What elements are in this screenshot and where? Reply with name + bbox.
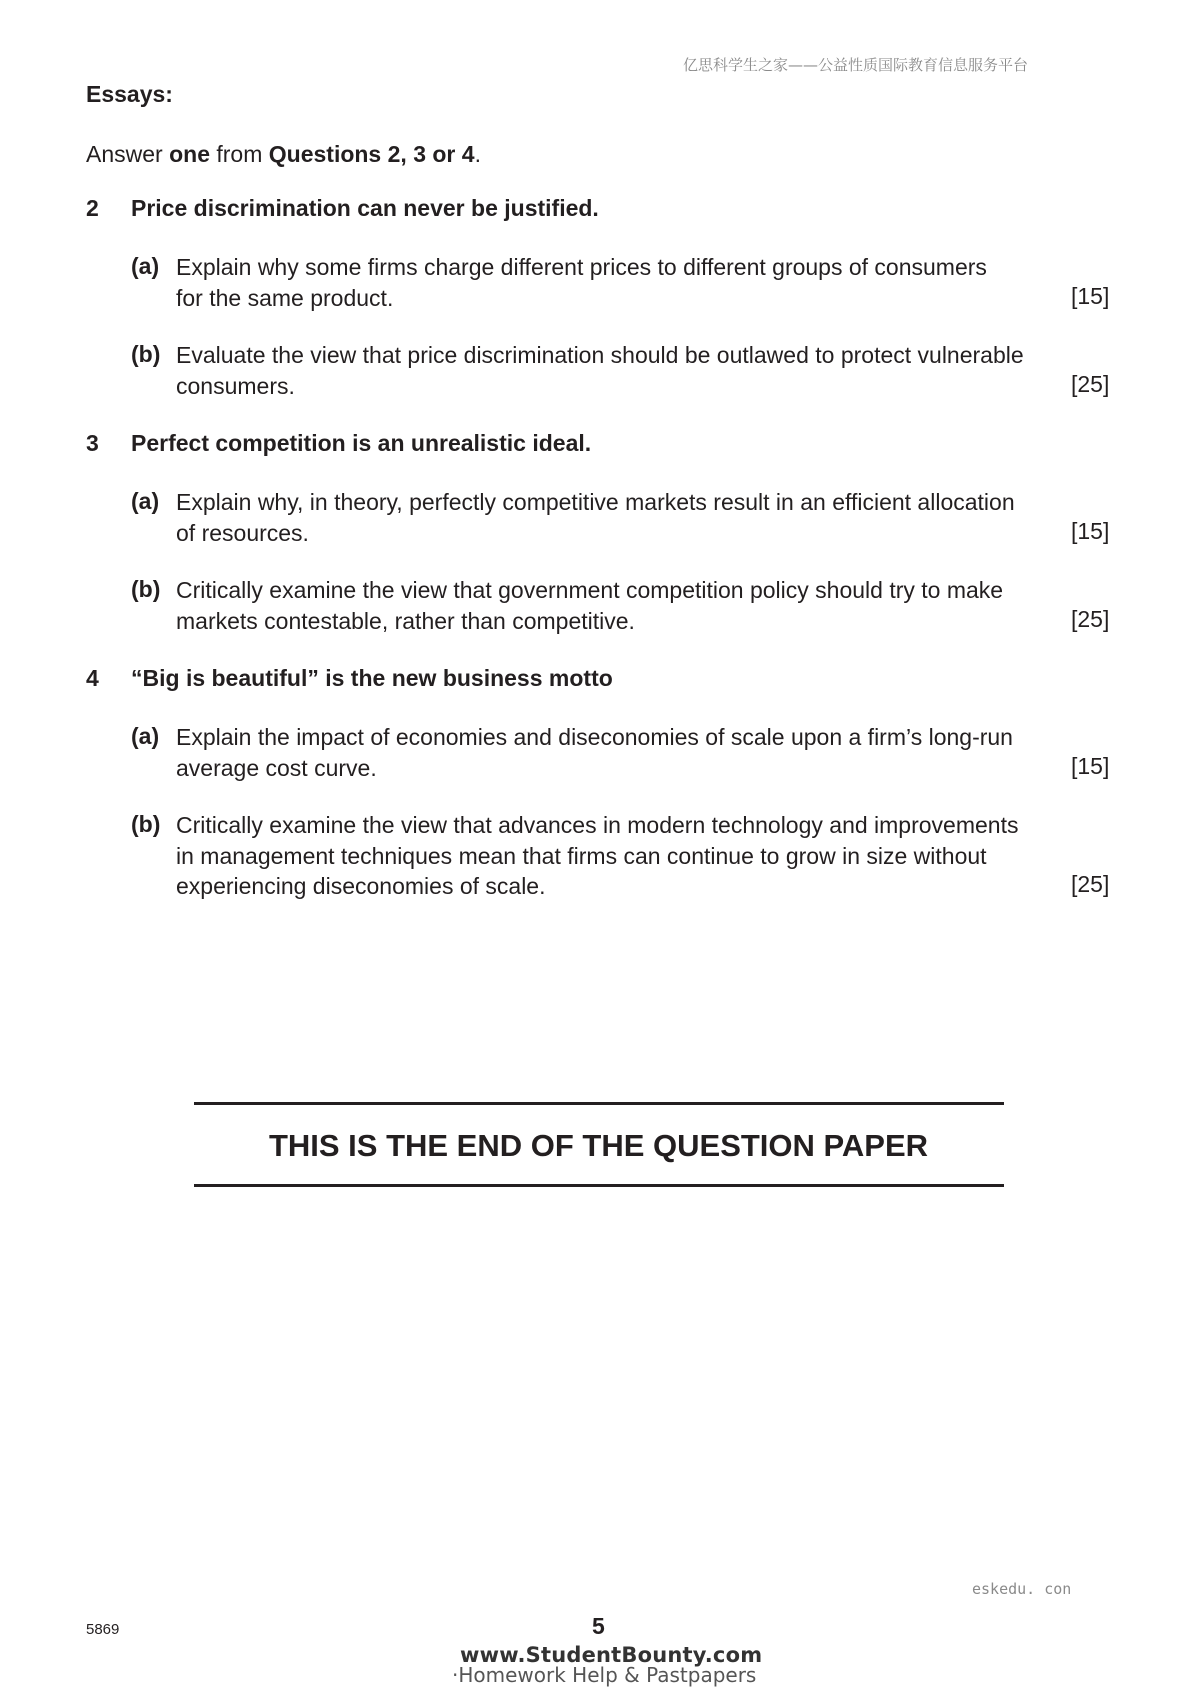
part-text-line: consumers. [176, 372, 295, 399]
divider-top [194, 1102, 1004, 1105]
part-label: (a) [131, 723, 160, 749]
marks: [15] [1071, 753, 1110, 779]
part-label: (a) [131, 488, 160, 514]
part-text-line: of resources. [176, 519, 309, 546]
part-text [176, 722, 1076, 783]
studentbounty-logo [452, 1643, 763, 1687]
part-text-line: markets contestable, rather than competitive. [176, 607, 635, 634]
question-number: 2 [86, 195, 99, 221]
question-number: 4 [86, 665, 99, 691]
part-text-line: experiencing diseconomies of scale. [176, 873, 546, 899]
part-text-line: average cost curve. [176, 754, 377, 781]
marks: [25] [1071, 871, 1110, 897]
marks: [25] [1071, 606, 1110, 632]
paper-code: 5869 [86, 1621, 120, 1638]
part-label: (b) [131, 341, 161, 367]
part-text [176, 575, 1076, 636]
part-label: (b) [131, 576, 161, 602]
question-title: Perfect competition is an unrealistic ideal. [131, 430, 592, 456]
instruction-suffix: . [474, 141, 481, 167]
instruction-bold-one: one [169, 141, 210, 167]
part-text [176, 810, 1076, 902]
part-text-line: Explain the impact of economies and diseconomies of scale upon a firm’s long-run [176, 724, 1013, 750]
part-text-line: in management techniques mean that firms can continue to grow in size without [176, 842, 987, 869]
part-label: (a) [131, 253, 160, 279]
divider-bottom [194, 1184, 1004, 1187]
watermark-top: 亿思科学生之家——公益性质国际教育信息服务平台 [683, 56, 1029, 74]
question-title: Price discrimination can never be justified. [131, 195, 599, 221]
part-text [176, 487, 1076, 548]
part-label: (b) [131, 811, 161, 837]
marks: [25] [1071, 371, 1110, 397]
watermark-bottom: eskedu. con [972, 1580, 1072, 1598]
instruction-prefix: Answer [86, 141, 170, 167]
logo-tagline: ·Homework Help & Pastpapers [452, 1663, 757, 1687]
part-text [176, 340, 1076, 401]
part-text-line: Explain why some firms charge different prices to different groups of consumers [176, 254, 987, 280]
part-text-line: for the same product. [176, 284, 394, 311]
part-text [176, 252, 1076, 313]
part-text-line: Explain why, in theory, perfectly competitive markets result in an efficient allocation [176, 489, 1015, 515]
logo-url: www.StudentBounty.com [460, 1643, 763, 1667]
page-number: 5 [592, 1613, 605, 1639]
part-text-line: Critically examine the view that advances in modern technology and improvements [176, 812, 1019, 838]
instruction-bold-questions: Questions 2, 3 or 4 [268, 141, 475, 167]
instruction-middle: from [209, 141, 269, 167]
instruction [86, 141, 481, 168]
marks: [15] [1071, 283, 1110, 309]
part-text-line: Critically examine the view that government competition policy should try to make [176, 577, 1004, 603]
part-text-line: Evaluate the view that price discrimination should be outlawed to protect vulnerable [176, 342, 1024, 368]
question-number: 3 [86, 430, 99, 456]
section-heading: Essays: [86, 81, 173, 107]
marks: [15] [1071, 518, 1110, 544]
question-title: “Big is beautiful” is the new business motto [131, 665, 613, 691]
end-of-paper-text: THIS IS THE END OF THE QUESTION PAPER [268, 1128, 929, 1163]
